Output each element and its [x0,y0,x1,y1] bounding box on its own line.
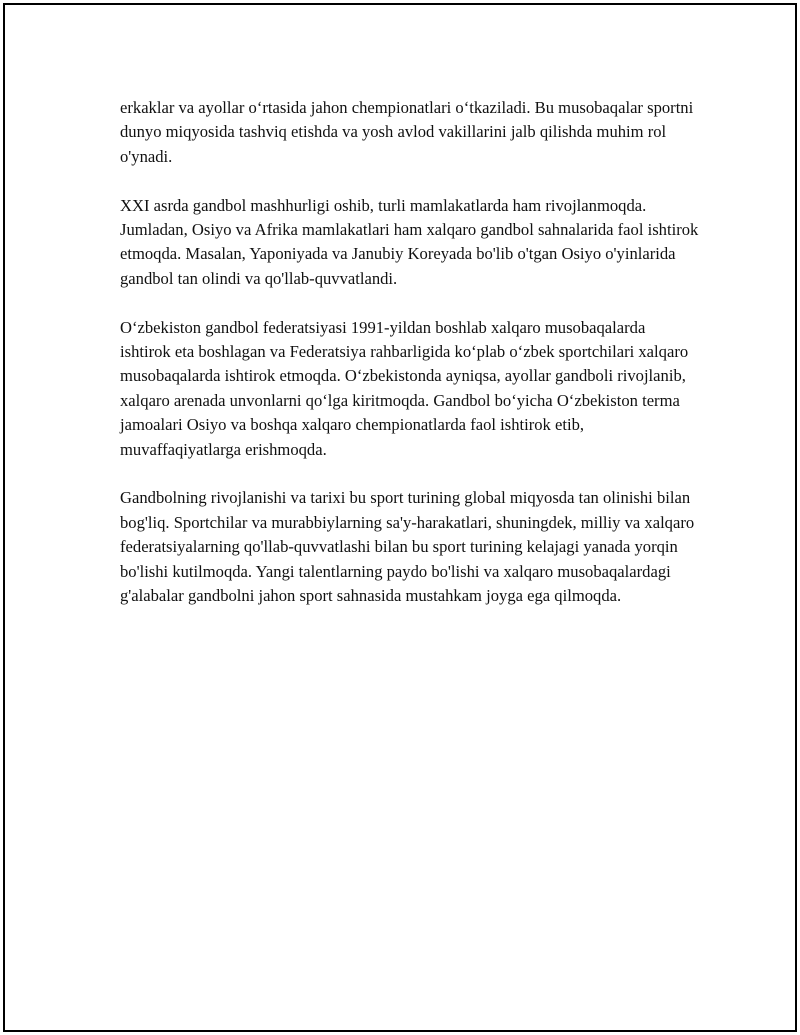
document-page [3,3,797,1032]
paragraph-2: XXI asrda gandbol mashhurligi oshib, turli mamlakatlarda ham rivojlanmoqda. Jumladan, Osiyo va Afrika mamlakatlari ham xalqaro gandbol sahnalarida faol ishtirok etmoqda. Masalan, Yaponiyada va Janubiy Koreyada bo'lib o'tgan Osiyo o'yinlarida gandbol tan olindi va qo'llab-quvvatlandi. [120,195,699,288]
paragraph-3: O‘zbekiston gandbol federatsiyasi 1991-yildan boshlab xalqaro musobaqalarda ishtirok eta boshlagan va Federatsiya rahbarligida ko‘plab o‘zbek sportchilari xalqaro musobaqalarda ishtirok etmoqda. O‘zbekistonda ayniqsa, ayollar gandboli rivojlanib, xalqaro arenada unvonlarni qo‘lga kiritmoqda. Gandbol bo‘yicha O‘zbekiston terma jamoalari Osiyo va boshqa xalqaro chempionatlarda faol ishtirok etib, muvaffaqiyatlarga erishmoqda. [120,317,689,459]
document-body [120,96,700,633]
paragraph-1: erkaklar va ayollar o‘rtasida jahon chempionatlari o‘tkaziladi. Bu musobaqalar sportni dunyo miqyosida tashviq etishda va yosh avlod vakillarini jalb qilishda muhim rol o'ynadi. [120,98,694,166]
paragraph-4: Gandbolning rivojlanishi va tarixi bu sport turining global miqyosda tan olinishi bilan bog'liq. Sportchilar va murabbiylarning sa'y-harakatlari, shuningdek, milliy va xalqaro federatsiyalarning qo'llab-quvvatlashi bilan bu sport turining kelajagi yanada yorqin bo'lishi kutilmoqda. Yangi talentlarning paydo bo'lishi va xalqaro musobaqalardagi g'alabalar gandbolni jahon sport sahnasida mustahkam joyga ega qilmoqda. [120,488,695,606]
